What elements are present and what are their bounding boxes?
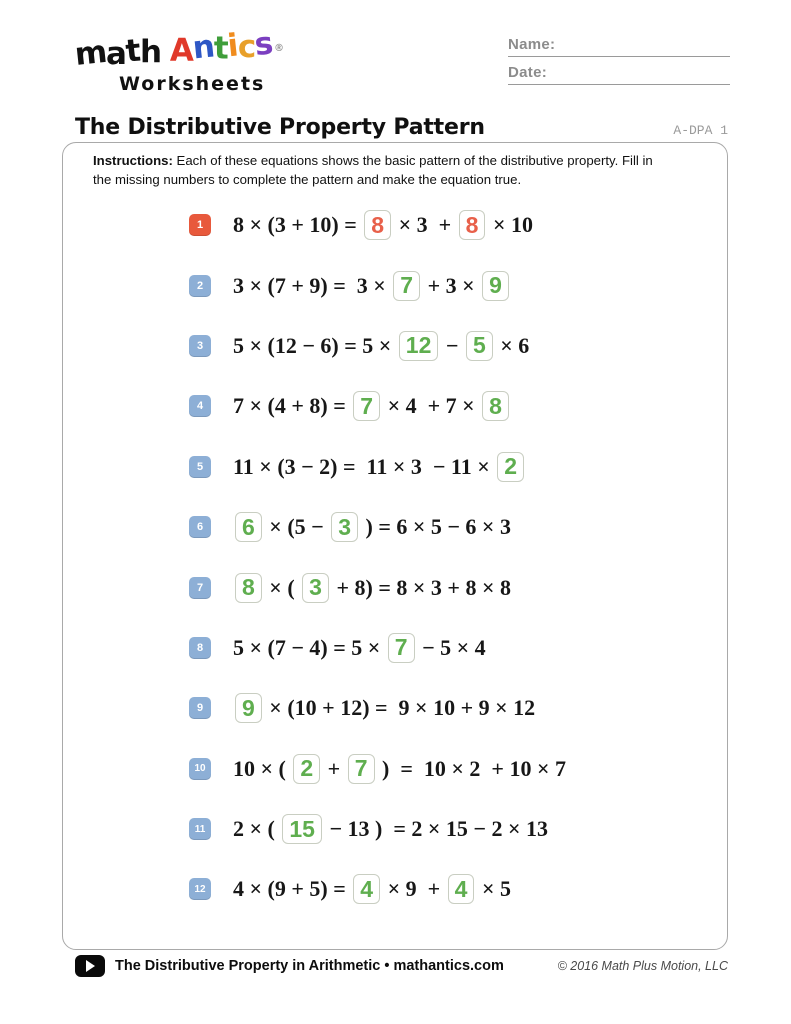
equation-text: ) = 6 × 5 − 6 × 3 xyxy=(360,514,511,540)
problem-row xyxy=(63,557,727,617)
equation xyxy=(233,573,511,603)
problem-row xyxy=(63,618,727,678)
equation-text: 8 × (3 + 10) = xyxy=(233,212,363,238)
problem-number-badge: 5 xyxy=(189,456,211,478)
equation xyxy=(233,754,566,784)
equation xyxy=(233,210,533,240)
worksheet-box xyxy=(62,142,728,950)
document-code: A-DPA 1 xyxy=(673,123,728,138)
problem-row xyxy=(63,376,727,436)
problem-number-badge: 9 xyxy=(189,697,211,719)
name-label: Name: xyxy=(508,36,556,53)
equation-text: × ( xyxy=(263,574,301,600)
problem-row xyxy=(63,195,727,255)
equation xyxy=(233,693,535,723)
equation-text: 4 × (9 + 5) = xyxy=(233,876,352,902)
equation-text: + xyxy=(322,755,346,781)
instructions xyxy=(93,152,711,189)
equation-text: 7 × (4 + 8) = xyxy=(233,393,352,419)
answer-box[interactable]: 5 xyxy=(466,331,493,361)
title-row xyxy=(62,115,728,140)
equation xyxy=(233,391,511,421)
equation-text: − xyxy=(440,332,464,358)
logo-subtitle: Worksheets xyxy=(119,73,266,95)
problem-number-badge: 3 xyxy=(189,335,211,357)
problem-number-badge: 1 xyxy=(189,214,211,236)
equation-text: 3 × (7 + 9) = 3 × xyxy=(233,272,392,298)
answer-box[interactable]: 8 xyxy=(364,210,391,240)
equation xyxy=(233,814,548,844)
answer-box[interactable]: 7 xyxy=(393,271,420,301)
equation xyxy=(233,331,529,361)
equation-text: − 5 × 4 xyxy=(416,634,486,660)
play-video-icon xyxy=(75,955,105,977)
problem-row xyxy=(63,859,727,919)
equation-text: + 3 × xyxy=(422,272,481,298)
answer-box[interactable]: 3 xyxy=(302,573,329,603)
equation-text: × 10 xyxy=(487,212,533,238)
equation xyxy=(233,512,511,542)
problems-list xyxy=(63,195,727,920)
problem-number-badge: 8 xyxy=(189,637,211,659)
problem-number-badge: 12 xyxy=(189,878,211,900)
footer xyxy=(62,955,728,977)
instructions-label: Instructions: xyxy=(93,153,173,168)
equation-text: × 6 xyxy=(494,332,530,358)
problem-row xyxy=(63,255,727,315)
problem-row xyxy=(63,497,727,557)
header-fields xyxy=(508,36,730,92)
problem-row xyxy=(63,739,727,799)
instructions-line1: Each of these equations shows the basic pattern of the distributive property. Fill in xyxy=(176,153,653,168)
problem-row xyxy=(63,799,727,859)
answer-box[interactable]: 7 xyxy=(348,754,375,784)
copyright: © 2016 Math Plus Motion, LLC xyxy=(557,959,728,973)
problem-number-badge: 6 xyxy=(189,516,211,538)
answer-box[interactable]: 3 xyxy=(331,512,358,542)
registered-trademark-icon: ® xyxy=(273,42,283,54)
answer-box[interactable]: 4 xyxy=(353,874,380,904)
answer-box[interactable]: 8 xyxy=(235,573,262,603)
instructions-line2: the missing numbers to complete the pattern and make the equation true. xyxy=(93,171,522,187)
problem-number-badge: 7 xyxy=(189,577,211,599)
problem-number-badge: 10 xyxy=(189,758,211,780)
equation-text: × (10 + 12) = 9 × 10 + 9 × 12 xyxy=(263,695,536,721)
name-field[interactable] xyxy=(508,36,730,57)
logo-wordmark xyxy=(73,25,283,73)
problem-number-badge: 11 xyxy=(189,818,211,840)
problem-row xyxy=(63,678,727,738)
equation-text: ) = 10 × 2 + 10 × 7 xyxy=(376,755,566,781)
answer-box[interactable]: 15 xyxy=(282,814,322,844)
problem-row xyxy=(63,437,727,497)
answer-box[interactable]: 9 xyxy=(482,271,509,301)
answer-box[interactable]: 8 xyxy=(459,210,486,240)
equation-text: 5 × (7 − 4) = 5 × xyxy=(233,634,386,660)
problem-number-badge: 2 xyxy=(189,275,211,297)
equation xyxy=(233,874,511,904)
problem-number-badge: 4 xyxy=(189,395,211,417)
video-title: The Distributive Property in Arithmetic • mathantics.com xyxy=(115,958,504,974)
equation-text: × 9 + xyxy=(382,876,446,902)
equation-text: + 8) = 8 × 3 + 8 × 8 xyxy=(330,574,511,600)
page-title: The Distributive Property Pattern xyxy=(75,115,485,140)
answer-box[interactable]: 7 xyxy=(388,633,415,663)
equation-text: × (5 − xyxy=(263,514,330,540)
equation-text: × 4 + 7 × xyxy=(382,393,481,419)
equation-text: − 13 ) = 2 × 15 − 2 × 13 xyxy=(323,816,548,842)
answer-box[interactable]: 7 xyxy=(353,391,380,421)
answer-box[interactable]: 9 xyxy=(235,693,262,723)
date-label: Date: xyxy=(508,64,548,81)
equation-text: 11 × (3 − 2) = 11 × 3 − 11 × xyxy=(233,453,496,479)
date-field[interactable] xyxy=(508,64,730,85)
answer-box[interactable]: 2 xyxy=(497,452,524,482)
equation xyxy=(233,271,511,301)
equation xyxy=(233,633,486,663)
answer-box[interactable]: 12 xyxy=(399,331,439,361)
equation-text: 10 × ( xyxy=(233,755,292,781)
answer-box[interactable]: 4 xyxy=(448,874,475,904)
logo-letters: math Antics xyxy=(73,25,275,73)
equation-text: × 3 + xyxy=(393,212,457,238)
answer-box[interactable]: 8 xyxy=(482,391,509,421)
problem-row xyxy=(63,316,727,376)
equation-text: 2 × ( xyxy=(233,816,281,842)
equation-text: 5 × (12 − 6) = 5 × xyxy=(233,332,397,358)
equation xyxy=(233,452,526,482)
answer-box[interactable]: 6 xyxy=(235,512,262,542)
answer-box[interactable]: 2 xyxy=(293,754,320,784)
equation-text: × 5 xyxy=(476,876,511,902)
math-antics-logo xyxy=(73,25,283,95)
